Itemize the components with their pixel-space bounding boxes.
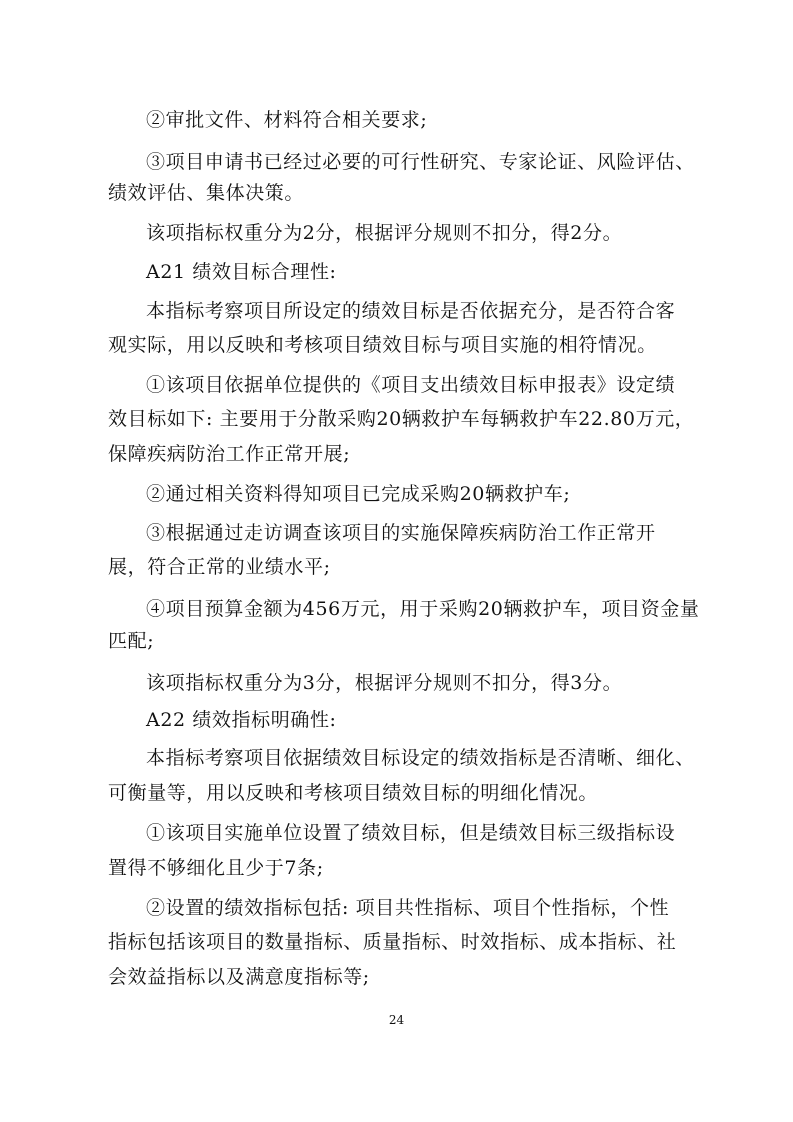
- text-line: ④项目预算金额为456万元，用于采购20辆救护车，项目资金量: [146, 598, 700, 620]
- text-line: 会效益指标以及满意度指标等;: [108, 966, 370, 988]
- text-line: ③根据通过走访调查该项目的实施保障疾病防治工作正常开: [146, 522, 656, 544]
- text-line: ①该项目依据单位提供的《项目支出绩效目标申报表》设定绩: [146, 374, 676, 396]
- text-line: 本指标考察项目依据绩效目标设定的绩效指标是否清晰、细化、: [146, 747, 695, 769]
- text-line: 观实际，用以反映和考核项目绩效目标与项目实施的相符情况。: [108, 334, 657, 356]
- section-heading: A21 绩效目标合理性:: [146, 261, 337, 283]
- text-line: 效目标如下: 主要用于分散采购20辆救护车每辆救护车22.80万元，: [108, 408, 695, 430]
- text-line: 匹配;: [108, 630, 155, 652]
- text-line: ②审批文件、材料符合相关要求;: [146, 109, 428, 131]
- text-line: 本指标考察项目所设定的绩效目标是否依据充分，是否符合客: [146, 300, 676, 322]
- text-line: 指标包括该项目的数量指标、质量指标、时效指标、成本指标、社: [108, 931, 677, 953]
- text-line: 绩效评估、集体决策。: [108, 182, 305, 204]
- text-line: 置得不够细化且少于7条;: [108, 857, 324, 879]
- text-line: ②设置的绩效指标包括: 项目共性指标、项目个性指标，个性: [146, 897, 670, 919]
- text-line: ①该项目实施单位设置了绩效目标，但是绩效目标三级指标设: [146, 822, 676, 844]
- text-line: 该项指标权重分为3分，根据评分规则不扣分，得3分。: [146, 672, 623, 694]
- text-line: 保障疾病防治工作正常开展;: [108, 443, 351, 465]
- text-line: ②通过相关资料得知项目已完成采购20辆救护车;: [146, 483, 571, 505]
- text-line: 可衡量等，用以反映和考核项目绩效目标的明细化情况。: [108, 782, 599, 804]
- text-line: ③项目申请书已经过必要的可行性研究、专家论证、风险评估、: [146, 151, 695, 173]
- text-line: 展，符合正常的业绩水平;: [108, 556, 331, 578]
- section-heading: A22 绩效指标明确性:: [146, 709, 337, 731]
- page-number: 24: [388, 1013, 405, 1027]
- text-line: 该项指标权重分为2分，根据评分规则不扣分，得2分。: [146, 222, 623, 244]
